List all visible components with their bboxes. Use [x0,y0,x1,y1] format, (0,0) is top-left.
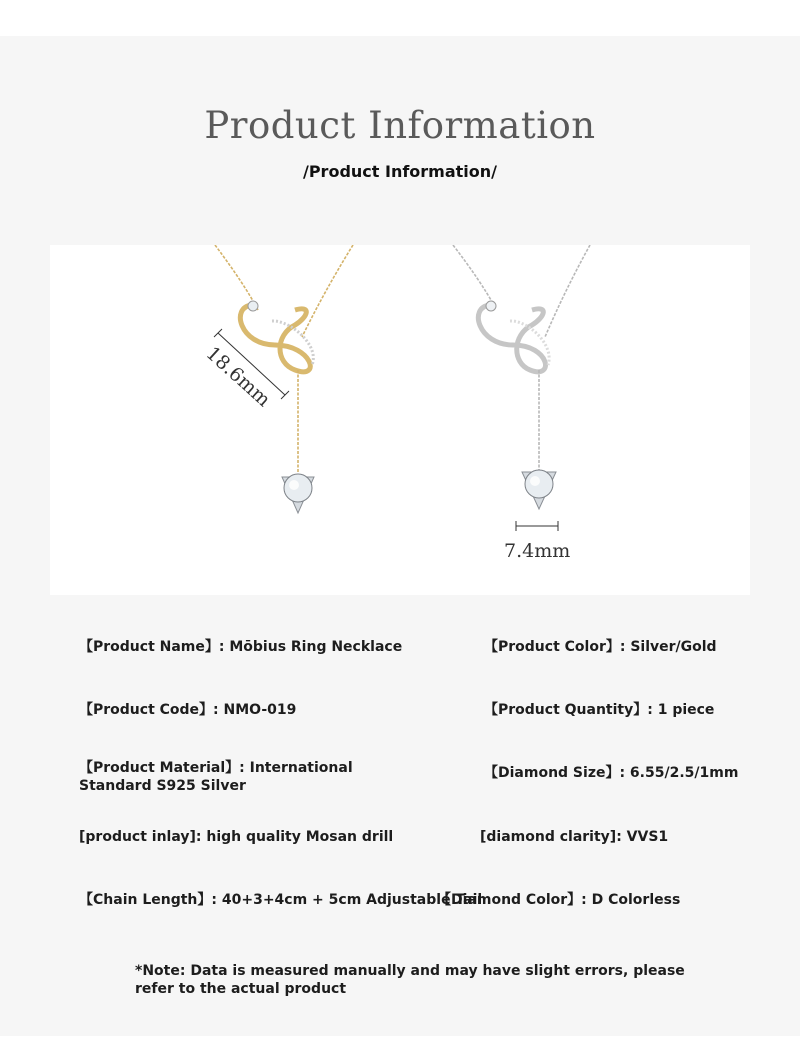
spec-product-inlay: [product inlay]: high quality Mosan drill [79,829,394,845]
spec-diamond-size: 【Diamond Size】: 6.55/2.5/1mm [484,765,739,781]
spec-product-material: 【Product Material】: International Standard S925 Silver [79,760,353,794]
pendant-dimension-label: 18.6mm [201,342,275,412]
spec-diamond-clarity: [diamond clarity]: VVS1 [480,829,669,845]
spec-product-color: 【Product Color】: Silver/Gold [484,639,717,655]
stone-dimension [504,521,570,562]
spec-diamond-color: 【Diamond Color】: D Colorless [437,892,681,908]
stone-dimension-label: 7.4mm [504,540,571,562]
pendant-dimension [202,329,289,411]
spec-chain-length: 【Chain Length】: 40+3+4cm + 5cm Adjustable Tail [79,892,483,908]
measurement-note: *Note: Data is measured manually and may have slight errors, please refer to the actual product [135,963,685,997]
page-subtitle: /Product Information/ [302,162,497,181]
spec-product-quantity: 【Product Quantity】: 1 piece [484,702,715,718]
page-title: Product Information [204,104,596,147]
necklace-illustration [50,245,750,595]
spec-product-name: 【Product Name】: Mōbius Ring Necklace [79,639,403,655]
silver-necklace [453,245,590,509]
product-photo [50,245,750,595]
spec-product-code: 【Product Code】: NMO-019 [79,702,297,718]
